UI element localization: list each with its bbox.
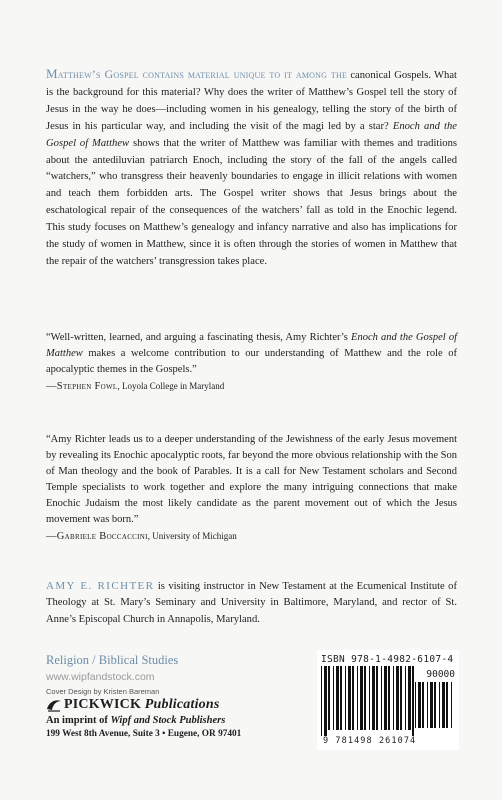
barcode-bar: [439, 682, 440, 728]
barcode-bar: [364, 666, 366, 730]
barcode-bar: [340, 666, 342, 730]
description-lead: [46, 67, 347, 81]
barcode-bar: [408, 666, 411, 730]
publisher-name: [64, 697, 220, 713]
barcode-bar: [405, 666, 406, 730]
barcode-bar: [412, 666, 414, 736]
endorsement-text-end: makes a welcome contribution to our understanding of Matthew and the role of apocalyptic themes in the Gospels.”: [46, 348, 457, 375]
cover-design-credit: Cover Design by Kristen Bareman: [46, 687, 160, 696]
lead-initial: M: [46, 66, 58, 81]
description-part-2: shows that the writer of Matthew was familiar with themes and traditions about the antediluvian patriarch Enoch, including the story of the fall of the angels called “watchers,” who transgress their heavenly boundaries to engage in illicit relations with women and teach them forbidden arts. The Gospel writer shows that Jesus brings about the eschatological repair of the consequences of the watchers’ fall as told in the Enochic legend. This study focuses on Matthew’s genealogy and infancy narrative and also has implications for the study of women in Matthew, since it is often through the stories of women in Matthew that the repair of the watchers’ transgression takes place.: [46, 137, 457, 267]
barcode-bar: [336, 666, 339, 730]
barcode-digits: 9 781498 261074: [323, 736, 417, 746]
barcode-bar: [321, 666, 322, 736]
description-part-1: canonical Gospels. What is the background for this material? Why does the writer of Matthew’s Gospel tell the story of Jesus in the way he does—including women in his genealogy, telling the story of the birth of Jesus in his particular way, and including the visit of the magi led by a star?: [46, 70, 457, 132]
barcode-bar: [333, 666, 334, 730]
lead-text: atthew’s Gospel contains material unique to it among the: [57, 67, 348, 81]
endorser-affiliation: , University of Michigan: [147, 531, 237, 541]
barcode-bar: [372, 666, 375, 730]
subject-category: Religion / Biblical Studies: [46, 653, 179, 667]
barcode-bar: [446, 682, 448, 728]
publisher-logo: [46, 697, 220, 713]
imprint-line: [46, 715, 225, 726]
barcode-bar: [381, 666, 382, 730]
description-book-title: Enoch and the Gospel of Matthew: [46, 120, 457, 149]
endorsement-attribution: [46, 378, 457, 395]
barcode-bar: [328, 666, 330, 730]
imprint-publisher: Wipf and Stock Publishers: [110, 715, 226, 726]
endorser-affiliation: , Loyola College in Maryland: [117, 381, 225, 391]
barcode-bar: [422, 682, 424, 728]
publisher-name-main: PICKWICK: [64, 697, 145, 712]
barcode-bar: [384, 666, 387, 730]
endorsement-text: “Amy Richter leads us to a deeper understanding of the Jewishness of the early Jesus movement by revealing its Enochic apocalyptic roots, far beyond the more obvious relationship with the Son of Man theology and the book of Parables. It is a call for New Testament scholars and Second Temple specialists to work together and explore the many intriguing connections that make Enochic Judaism the most likely candidate as the parent movement out of which the Jesus movement was born.”: [46, 434, 457, 525]
barcode-bar: [396, 666, 399, 730]
barcode-bars: [321, 666, 417, 736]
endorsement-book-title: Enoch and the Gospel of Matthew: [46, 332, 457, 359]
barcode-bar: [393, 666, 394, 730]
barcode-bar: [348, 666, 351, 730]
barcode-bar: [388, 666, 390, 730]
barcode-bar: [427, 682, 428, 728]
barcode-bar: [345, 666, 346, 730]
endorsement-attribution: [46, 528, 457, 545]
publisher-website: www.wipfandstock.com: [46, 671, 155, 683]
barcode-bar: [400, 666, 402, 730]
barcode-bar: [430, 682, 433, 728]
barcode-bar: [376, 666, 378, 730]
barcode-bar: [352, 666, 354, 730]
pickwick-logo-icon: [46, 698, 62, 712]
price-barcode-bars: [415, 682, 455, 742]
barcode-bar: [357, 666, 358, 730]
barcode-bar: [418, 682, 421, 728]
endorsement-text: “Well-written, learned, and arguing a fascinating thesis, Amy Richter’s: [46, 332, 352, 343]
barcode-bar: [442, 682, 445, 728]
author-bio: [46, 578, 457, 628]
endorsement-boccaccini: [46, 432, 457, 545]
price-code: 90000: [426, 669, 455, 680]
endorser-name: —Stephen Fowl: [46, 381, 118, 392]
book-description: [46, 66, 457, 271]
imprint-prefix: An imprint of: [46, 715, 111, 726]
barcode-bar: [360, 666, 363, 730]
endorser-name: —Gabriele Boccaccini: [46, 531, 148, 542]
barcode-bar: [451, 682, 452, 728]
publisher-address: 199 West 8th Avenue, Suite 3 • Eugene, OR 97401: [46, 729, 242, 739]
barcode-bar: [415, 682, 416, 728]
barcode-bar: [434, 682, 436, 728]
author-name: AMY E. RICHTER: [46, 580, 155, 592]
publisher-name-italic: Publications: [144, 697, 220, 712]
isbn-barcode: [317, 650, 459, 750]
endorsement-fowl: [46, 330, 457, 395]
barcode-bar: [324, 666, 327, 736]
author-bio-text: is visiting instructor in New Testament at the Ecumenical Institute of Theology at St. Mary’s Seminary and University in Baltimore, Maryland, and rector of St. Anne’s Episcopal Church in Annapolis, Maryland.: [46, 581, 457, 625]
isbn-number: ISBN 978-1-4982-6107-4: [321, 654, 454, 665]
barcode-bar: [369, 666, 370, 730]
